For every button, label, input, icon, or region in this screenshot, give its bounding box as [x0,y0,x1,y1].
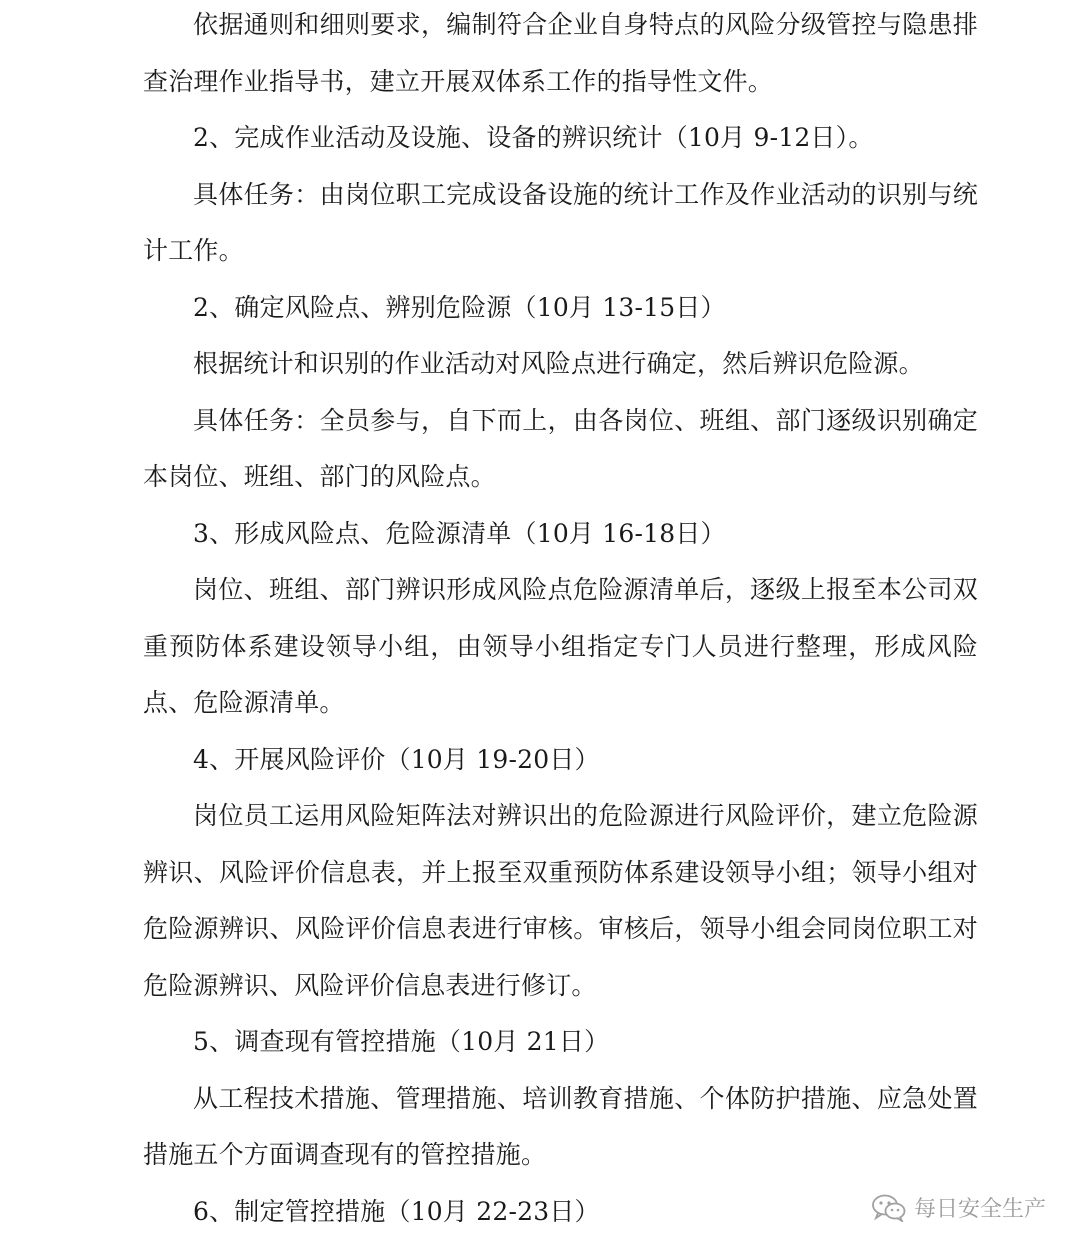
watermark-text: 每日安全生产 [913,1197,1046,1222]
document-body [143,0,978,1240]
watermark [872,1192,1046,1223]
paragraph-task-inventory: 具体任务：由岗位职工完成设备设施的统计工作及作业活动的识别与统计工作。 [143,179,978,265]
paragraph-intro-continuation: 依据通则和细则要求，编制符合企业自身特点的风险分级管控与隐患排查治理作业指导书，建立开展双体系工作的指导性文件。 [143,10,978,96]
paragraph-existing-controls: 从工程技术措施、管理措施、培训教育措施、个体防护措施、应急处置措施五个方面调查现有的管控措施。 [143,1083,978,1169]
heading-item-3-checklist: 3、形成风险点、危险源清单（10月 16-18日） [193,518,726,548]
paragraph-risk-evaluation: 岗位员工运用风险矩阵法对辨识出的危险源进行风险评价，建立危险源辨识、风险评价信息表，并上报至双重预防体系建设领导小组；领导小组对危险源辨识、风险评价信息表进行审核。审核后，领导小组会同岗位职工对危险源辨识、风险评价信息表进行修订。 [143,801,978,1000]
heading-item-2-inventory: 2、完成作业活动及设施、设备的辨识统计（10月 9-12日）。 [193,123,874,152]
wechat-icon [872,1194,906,1222]
heading-item-2-risk-points: 2、确定风险点、辨别危险源（10月 13-15日） [193,292,726,322]
heading-item-5-existing-controls: 5、调查现有管控措施（10月 21日） [193,1027,610,1056]
paragraph-checklist: 岗位、班组、部门辨识形成风险点危险源清单后，逐级上报至本公司双重预防体系建设领导小组，由领导小组指定专门人员进行整理，形成风险点、危险源清单。 [143,575,978,717]
heading-item-4-risk-evaluation: 4、开展风险评价（10月 19-20日） [193,744,600,774]
paragraph-risk-points: 根据统计和识别的作业活动对风险点进行确定，然后辨识危险源。 [193,349,924,378]
heading-item-6-control-measures: 6、制定管控措施（10月 22-23日） [193,1196,600,1226]
paragraph-task-risk-points: 具体任务：全员参与，自下而上，由各岗位、班组、部门逐级识别确定本岗位、班组、部门的风险点。 [143,405,978,491]
